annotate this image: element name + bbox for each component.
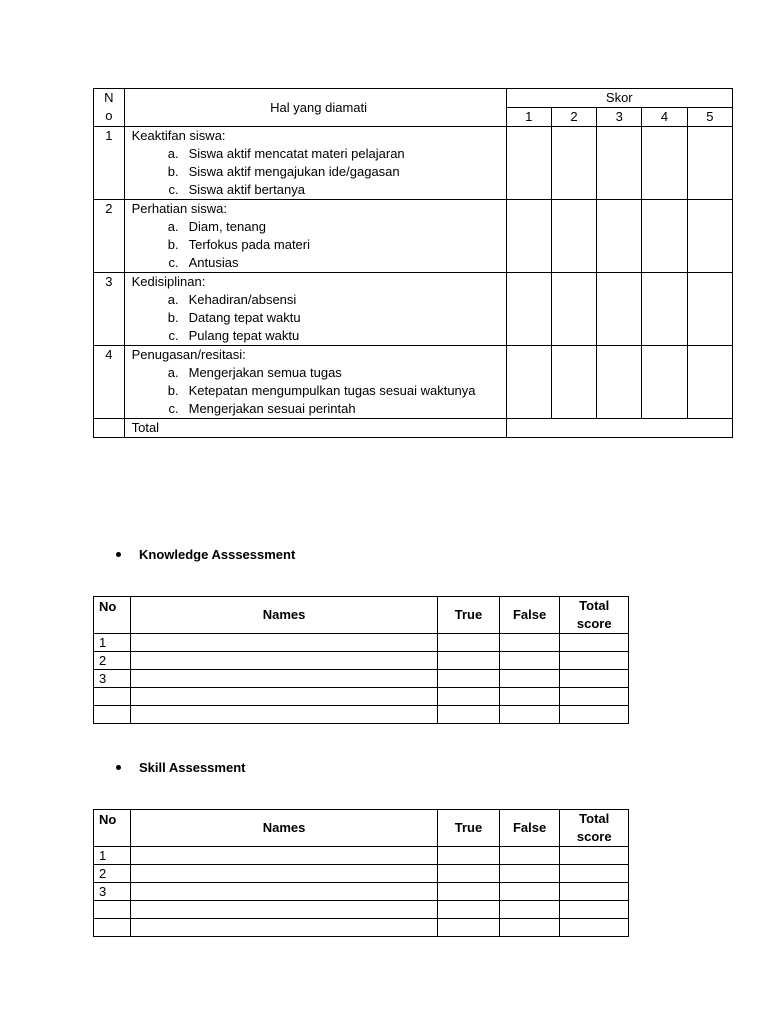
row-number [94, 706, 131, 724]
observation-category-row [94, 127, 733, 200]
names-cell[interactable] [130, 865, 437, 883]
table-row [94, 883, 629, 901]
category-item [132, 291, 506, 309]
total-label: Total [124, 419, 506, 438]
item-letter: c. [168, 328, 179, 343]
score-cell[interactable] [687, 127, 732, 200]
category-items [132, 218, 506, 272]
item-text: Antusias [188, 255, 239, 270]
item-text: Mengerjakan semua tugas [188, 365, 342, 380]
score-cell[interactable] [597, 273, 642, 346]
row-number: 1 [94, 847, 131, 865]
score-cell[interactable] [551, 346, 596, 419]
header-score-5: 5 [687, 108, 732, 127]
total-score-cell[interactable] [560, 883, 629, 901]
score-cell[interactable] [551, 200, 596, 273]
true-cell[interactable] [438, 847, 500, 865]
item-text: Datang tepat waktu [188, 310, 301, 325]
skill-header-row [94, 810, 629, 847]
total-score-cell[interactable] [560, 901, 629, 919]
bullet-icon [116, 552, 121, 557]
score-cell[interactable] [642, 127, 687, 200]
item-letter: c. [168, 255, 179, 270]
false-cell[interactable] [499, 883, 560, 901]
names-cell[interactable] [130, 706, 437, 724]
category-item [132, 309, 506, 327]
total-score-cell[interactable] [560, 706, 629, 724]
observation-category-row [94, 273, 733, 346]
row-number [94, 919, 131, 937]
col-total-score: Total score [560, 597, 629, 634]
category-title: Kedisiplinan: [131, 274, 206, 289]
score-cell[interactable] [642, 346, 687, 419]
observation-header-row-1 [94, 89, 733, 108]
category-item [132, 236, 506, 254]
observation-category-row [94, 346, 733, 419]
skill-heading [116, 760, 245, 775]
header-item: Hal yang diamati [124, 89, 506, 127]
table-row [94, 688, 629, 706]
true-cell[interactable] [438, 652, 500, 670]
table-row [94, 634, 629, 652]
score-cell[interactable] [506, 127, 551, 200]
score-cell[interactable] [642, 273, 687, 346]
col-true: True [438, 597, 500, 634]
bullet-icon [116, 765, 121, 770]
score-cell[interactable] [597, 127, 642, 200]
category-number: 1 [94, 127, 125, 200]
names-cell[interactable] [130, 688, 437, 706]
category-item [132, 382, 506, 400]
item-letter: b. [167, 237, 179, 252]
false-cell[interactable] [499, 901, 560, 919]
score-cell[interactable] [642, 200, 687, 273]
category-cell [124, 200, 506, 273]
table-row [94, 652, 629, 670]
table-row [94, 865, 629, 883]
col-true: True [438, 810, 500, 847]
total-score-cell[interactable] [560, 652, 629, 670]
category-cell [124, 273, 506, 346]
table-row [94, 901, 629, 919]
false-cell[interactable] [499, 688, 560, 706]
false-cell[interactable] [499, 919, 560, 937]
header-score-2: 2 [551, 108, 596, 127]
item-letter: b. [167, 164, 179, 179]
false-cell[interactable] [499, 670, 560, 688]
row-number [94, 688, 131, 706]
true-cell[interactable] [438, 634, 500, 652]
item-letter: a. [167, 219, 179, 234]
score-cell[interactable] [687, 200, 732, 273]
score-cell[interactable] [551, 127, 596, 200]
knowledge-heading [116, 547, 295, 562]
category-title: Penugasan/resitasi: [131, 347, 246, 362]
header-score-4: 4 [642, 108, 687, 127]
category-number: 4 [94, 346, 125, 419]
item-text: Siswa aktif mencatat materi pelajaran [188, 146, 405, 161]
skill-table [93, 809, 629, 937]
names-cell[interactable] [130, 634, 437, 652]
header-no: N o [94, 89, 125, 127]
table-row [94, 670, 629, 688]
score-cell[interactable] [506, 273, 551, 346]
row-number: 2 [94, 652, 131, 670]
names-cell[interactable] [130, 919, 437, 937]
observation-table [93, 88, 733, 438]
names-cell[interactable] [130, 901, 437, 919]
total-value-cell[interactable] [506, 419, 732, 438]
category-number: 3 [94, 273, 125, 346]
item-text: Pulang tepat waktu [188, 328, 300, 343]
category-item [132, 181, 506, 199]
table-row [94, 847, 629, 865]
false-cell[interactable] [499, 706, 560, 724]
false-cell[interactable] [499, 865, 560, 883]
names-cell[interactable] [130, 670, 437, 688]
total-score-cell[interactable] [560, 634, 629, 652]
names-cell[interactable] [130, 652, 437, 670]
row-number: 2 [94, 865, 131, 883]
col-no: No [94, 597, 131, 634]
true-cell[interactable] [438, 883, 500, 901]
item-text: Terfokus pada materi [188, 237, 311, 252]
category-item [132, 145, 506, 163]
total-no-cell [94, 419, 125, 438]
col-no: No [94, 810, 131, 847]
true-cell[interactable] [438, 688, 500, 706]
header-score-3: 3 [597, 108, 642, 127]
header-score-1: 1 [506, 108, 551, 127]
item-text: Kehadiran/absensi [188, 292, 297, 307]
observation-table-body [94, 89, 733, 438]
score-cell[interactable] [506, 346, 551, 419]
item-text: Siswa aktif mengajukan ide/gagasan [188, 164, 400, 179]
category-cell [124, 346, 506, 419]
observation-category-row [94, 200, 733, 273]
skill-heading-text: Skill Assessment [139, 760, 246, 775]
score-cell[interactable] [597, 200, 642, 273]
item-text: Siswa aktif bertanya [188, 182, 305, 197]
item-text: Ketepatan mengumpulkan tugas sesuai waktunya [188, 383, 476, 398]
category-title: Keaktifan siswa: [131, 128, 226, 143]
category-item [132, 364, 506, 382]
category-cell [124, 127, 506, 200]
category-title: Perhatian siswa: [131, 201, 227, 216]
category-item [132, 400, 506, 418]
row-number: 3 [94, 670, 131, 688]
item-letter: b. [167, 310, 179, 325]
row-number: 1 [94, 634, 131, 652]
item-text: Mengerjakan sesuai perintah [188, 401, 356, 416]
knowledge-table [93, 596, 629, 724]
item-letter: a. [167, 365, 179, 380]
col-false: False [499, 810, 560, 847]
header-skor: Skor [506, 89, 732, 108]
true-cell[interactable] [438, 919, 500, 937]
score-cell[interactable] [687, 273, 732, 346]
true-cell[interactable] [438, 706, 500, 724]
true-cell[interactable] [438, 865, 500, 883]
item-letter: a. [167, 292, 179, 307]
category-item [132, 218, 506, 236]
item-letter: c. [168, 401, 179, 416]
knowledge-header-row [94, 597, 629, 634]
total-score-cell[interactable] [560, 865, 629, 883]
knowledge-table-body [94, 597, 629, 724]
skill-table-body [94, 810, 629, 937]
total-score-cell[interactable] [560, 688, 629, 706]
observation-total-row [94, 419, 733, 438]
category-number: 2 [94, 200, 125, 273]
table-row [94, 706, 629, 724]
col-names: Names [130, 810, 437, 847]
category-item [132, 327, 506, 345]
total-score-cell[interactable] [560, 919, 629, 937]
names-cell[interactable] [130, 883, 437, 901]
total-score-cell[interactable] [560, 670, 629, 688]
score-cell[interactable] [597, 346, 642, 419]
item-letter: c. [168, 182, 179, 197]
true-cell[interactable] [438, 901, 500, 919]
names-cell[interactable] [130, 847, 437, 865]
col-total-score: Total score [560, 810, 629, 847]
category-items [132, 291, 506, 345]
col-false: False [499, 597, 560, 634]
row-number [94, 901, 131, 919]
item-letter: b. [167, 383, 179, 398]
knowledge-heading-text: Knowledge Asssessment [139, 547, 296, 562]
category-item [132, 254, 506, 272]
true-cell[interactable] [438, 670, 500, 688]
table-row [94, 919, 629, 937]
category-items [132, 145, 506, 199]
item-letter: a. [167, 146, 179, 161]
total-score-cell[interactable] [560, 847, 629, 865]
col-names: Names [130, 597, 437, 634]
score-cell[interactable] [551, 273, 596, 346]
row-number: 3 [94, 883, 131, 901]
category-items [132, 364, 506, 418]
false-cell[interactable] [499, 847, 560, 865]
score-cell[interactable] [687, 346, 732, 419]
score-cell[interactable] [506, 200, 551, 273]
false-cell[interactable] [499, 652, 560, 670]
category-item [132, 163, 506, 181]
false-cell[interactable] [499, 634, 560, 652]
item-text: Diam, tenang [188, 219, 266, 234]
